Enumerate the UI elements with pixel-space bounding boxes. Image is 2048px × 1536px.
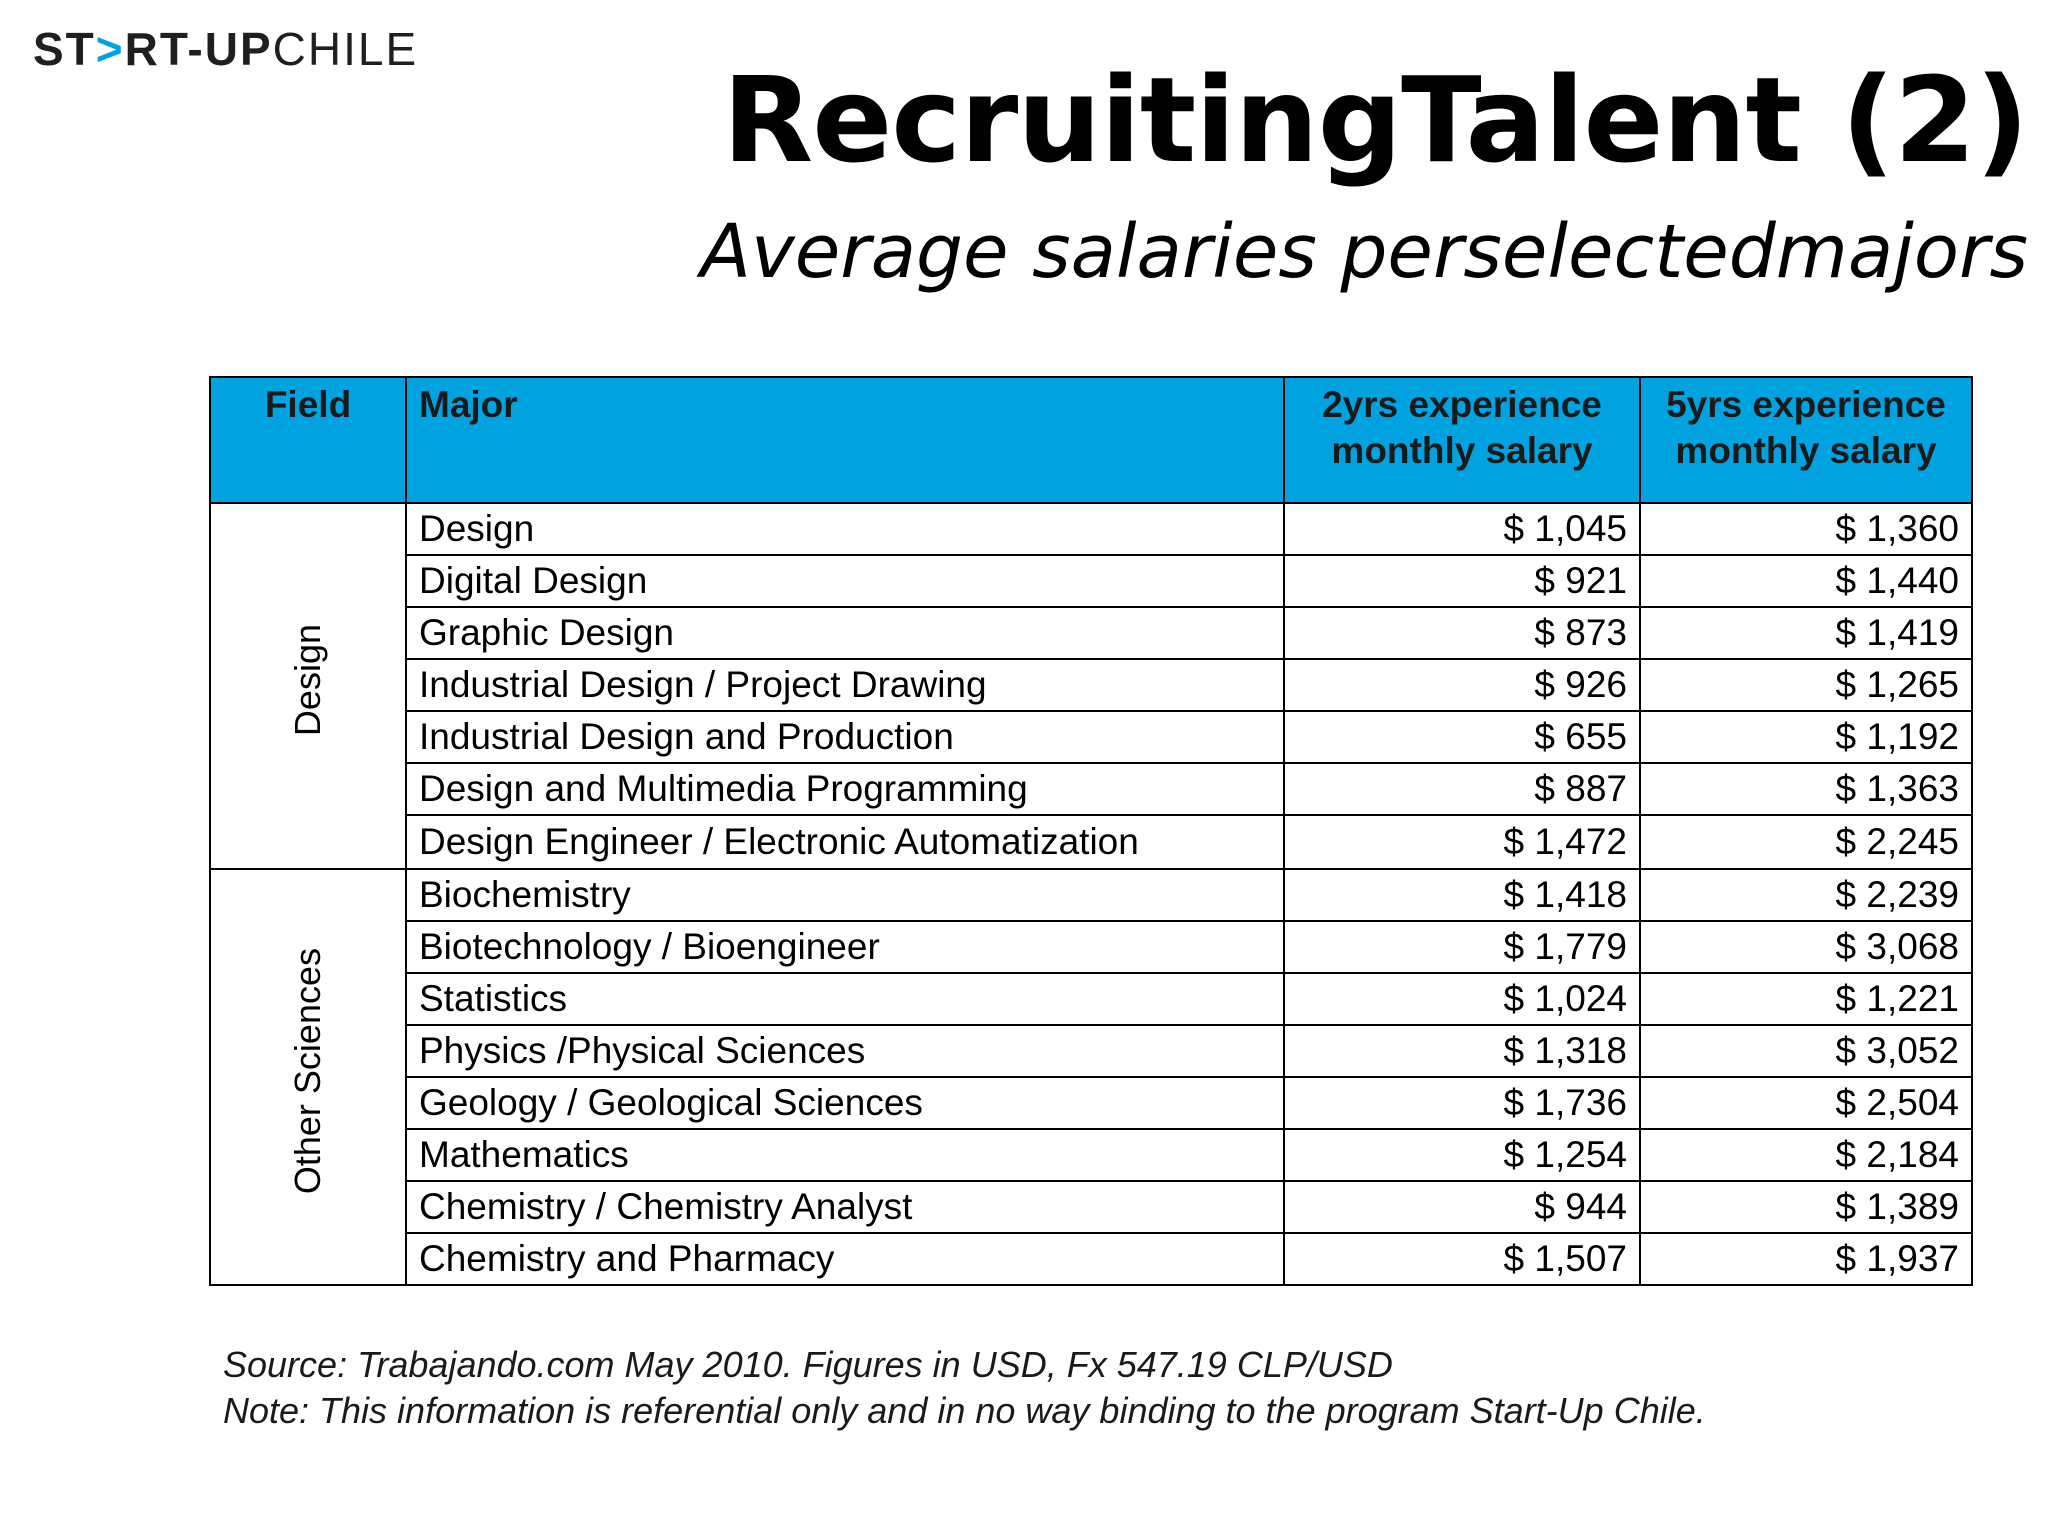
- major-cell: Chemistry and Pharmacy: [406, 1233, 1284, 1285]
- logo-text-st: ST: [33, 23, 96, 75]
- table-row: [210, 973, 1972, 1025]
- major-cell: Physics /Physical Sciences: [406, 1025, 1284, 1077]
- header-field: Field: [210, 377, 406, 503]
- table-row: [210, 921, 1972, 973]
- salary-2yrs-cell: $ 944: [1284, 1181, 1640, 1233]
- table-row: [210, 711, 1972, 763]
- major-cell: Digital Design: [406, 555, 1284, 607]
- salary-5yrs-cell: $ 2,239: [1640, 869, 1972, 921]
- salary-5yrs-cell: $ 3,068: [1640, 921, 1972, 973]
- table-header-row: [210, 377, 1972, 503]
- table-row: [210, 503, 1972, 555]
- salary-2yrs-cell: $ 1,254: [1284, 1129, 1640, 1181]
- salary-2yrs-cell: $ 655: [1284, 711, 1640, 763]
- salary-5yrs-cell: $ 1,937: [1640, 1233, 1972, 1285]
- salary-5yrs-cell: $ 2,504: [1640, 1077, 1972, 1129]
- salary-2yrs-cell: $ 921: [1284, 555, 1640, 607]
- header-5yrs-salary: 5yrs experience monthly salary: [1640, 377, 1972, 503]
- footnotes: [223, 1342, 1706, 1434]
- table-row: [210, 1025, 1972, 1077]
- salary-5yrs-cell: $ 1,360: [1640, 503, 1972, 555]
- slide-title: RecruitingTalent (2): [722, 51, 2028, 189]
- table-row: [210, 763, 1972, 815]
- slide-subtitle: Average salaries perselectedmajors: [700, 209, 2028, 295]
- major-cell: Biotechnology / Bioengineer: [406, 921, 1284, 973]
- salary-2yrs-cell: $ 873: [1284, 607, 1640, 659]
- salary-5yrs-cell: $ 1,419: [1640, 607, 1972, 659]
- salary-5yrs-cell: $ 1,265: [1640, 659, 1972, 711]
- major-cell: Graphic Design: [406, 607, 1284, 659]
- field-group-cell: [210, 503, 406, 869]
- major-cell: Industrial Design and Production: [406, 711, 1284, 763]
- major-cell: Geology / Geological Sciences: [406, 1077, 1284, 1129]
- salary-5yrs-cell: $ 1,192: [1640, 711, 1972, 763]
- salary-5yrs-cell: $ 2,184: [1640, 1129, 1972, 1181]
- field-group-label: Design: [287, 624, 328, 737]
- salary-2yrs-cell: $ 1,318: [1284, 1025, 1640, 1077]
- major-cell: Design: [406, 503, 1284, 555]
- salary-5yrs-cell: $ 1,363: [1640, 763, 1972, 815]
- salary-5yrs-cell: $ 1,389: [1640, 1181, 1972, 1233]
- salary-2yrs-cell: $ 926: [1284, 659, 1640, 711]
- salary-2yrs-cell: $ 1,472: [1284, 815, 1640, 869]
- major-cell: Biochemistry: [406, 869, 1284, 921]
- table-row: [210, 659, 1972, 711]
- disclaimer-note: Note: This information is referential only and in no way binding to the program Start-Up Chile.: [223, 1390, 1706, 1431]
- salary-5yrs-cell: $ 3,052: [1640, 1025, 1972, 1077]
- table-row: [210, 1233, 1972, 1285]
- major-cell: Design and Multimedia Programming: [406, 763, 1284, 815]
- source-note: Source: Trabajando.com May 2010. Figures in USD, Fx 547.19 CLP/USD: [223, 1344, 1393, 1385]
- logo-text-rtup: RT-UP: [124, 23, 273, 75]
- salary-2yrs-cell: $ 1,779: [1284, 921, 1640, 973]
- salary-2yrs-cell: $ 1,418: [1284, 869, 1640, 921]
- salary-table: [209, 376, 1973, 1286]
- table-row: [210, 555, 1972, 607]
- major-cell: Mathematics: [406, 1129, 1284, 1181]
- salary-5yrs-cell: $ 1,440: [1640, 555, 1972, 607]
- logo-text-chile: CHILE: [272, 23, 419, 75]
- table-row: [210, 607, 1972, 659]
- major-cell: Design Engineer / Electronic Automatization: [406, 815, 1284, 869]
- major-cell: Industrial Design / Project Drawing: [406, 659, 1284, 711]
- table-row: [210, 1077, 1972, 1129]
- salary-2yrs-cell: $ 887: [1284, 763, 1640, 815]
- table-row: [210, 815, 1972, 869]
- salary-5yrs-cell: $ 1,221: [1640, 973, 1972, 1025]
- table-body: [210, 503, 1972, 1285]
- salary-2yrs-cell: $ 1,507: [1284, 1233, 1640, 1285]
- table-row: [210, 869, 1972, 921]
- salary-2yrs-cell: $ 1,736: [1284, 1077, 1640, 1129]
- major-cell: Chemistry / Chemistry Analyst: [406, 1181, 1284, 1233]
- salary-5yrs-cell: $ 2,245: [1640, 815, 1972, 869]
- major-cell: Statistics: [406, 973, 1284, 1025]
- field-group-label: Other Sciences: [287, 948, 328, 1195]
- header-2yrs-salary: 2yrs experience monthly salary: [1284, 377, 1640, 503]
- salary-2yrs-cell: $ 1,024: [1284, 973, 1640, 1025]
- header-major: Major: [406, 377, 1284, 503]
- table-row: [210, 1181, 1972, 1233]
- salary-2yrs-cell: $ 1,045: [1284, 503, 1640, 555]
- field-group-cell: [210, 869, 406, 1285]
- startup-chile-logo: [33, 23, 419, 75]
- logo-chevron-icon: >: [95, 23, 125, 75]
- table-row: [210, 1129, 1972, 1181]
